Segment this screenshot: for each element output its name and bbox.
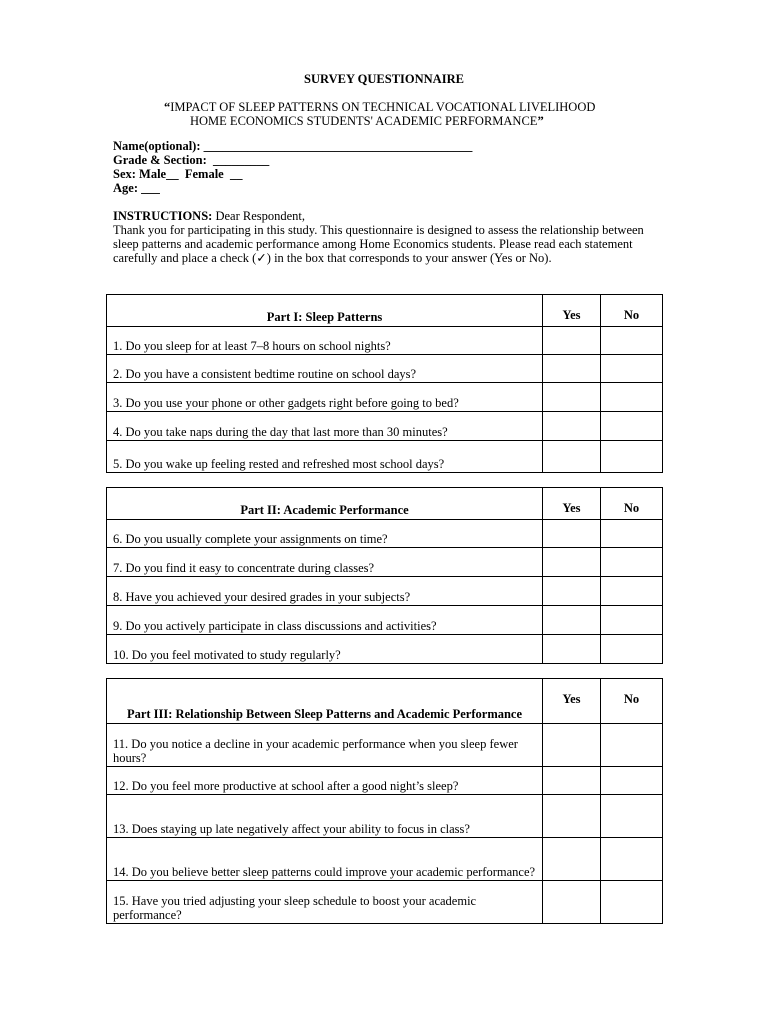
question-text: 13. Does staying up late negatively affect your ability to focus in class? (107, 795, 543, 838)
question-text: 8. Have you achieved your desired grades in your subjects? (107, 577, 543, 606)
yes-checkbox[interactable] (543, 383, 601, 412)
name-field[interactable]: Name(optional): ___________________________________________ (113, 139, 473, 153)
question-text: 7. Do you find it easy to concentrate during classes? (107, 548, 543, 577)
yes-checkbox[interactable] (543, 838, 601, 881)
question-text: 15. Have you tried adjusting your sleep schedule to boost your academic performance? (107, 881, 543, 924)
question-text: 4. Do you take naps during the day that last more than 30 minutes? (107, 412, 543, 441)
instructions-heading-line (113, 209, 658, 223)
yes-checkbox[interactable] (543, 548, 601, 577)
no-checkbox[interactable] (601, 724, 663, 767)
document-title: SURVEY QUESTIONNAIRE (304, 72, 464, 86)
close-quote: ” (537, 114, 544, 128)
question-text: 14. Do you believe better sleep patterns could improve your academic performance? (107, 838, 543, 881)
no-checkbox[interactable] (601, 327, 663, 355)
question-text: 2. Do you have a consistent bedtime routine on school days? (107, 355, 543, 383)
yes-checkbox[interactable] (543, 355, 601, 383)
no-checkbox[interactable] (601, 606, 663, 635)
yes-checkbox[interactable] (543, 795, 601, 838)
no-header: No (601, 295, 663, 327)
subtitle-line-2 (150, 114, 670, 128)
open-quote: “ (164, 100, 171, 114)
no-checkbox[interactable] (601, 795, 663, 838)
yes-checkbox[interactable] (543, 327, 601, 355)
no-checkbox[interactable] (601, 577, 663, 606)
part-3-table (106, 678, 663, 924)
yes-header: Yes (543, 295, 601, 327)
no-header: No (601, 488, 663, 520)
part-title: Part II: Academic Performance (107, 488, 543, 520)
yes-checkbox[interactable] (543, 881, 601, 924)
no-checkbox[interactable] (601, 881, 663, 924)
yes-checkbox[interactable] (543, 577, 601, 606)
subtitle-line-1-text: IMPACT OF SLEEP PATTERNS ON TECHNICAL VOCATIONAL LIVELIHOOD (170, 100, 596, 114)
part-title: Part III: Relationship Between Sleep Patterns and Academic Performance (107, 679, 543, 724)
no-checkbox[interactable] (601, 767, 663, 795)
part-1-table (106, 294, 663, 473)
yes-checkbox[interactable] (543, 520, 601, 548)
part-title: Part I: Sleep Patterns (107, 295, 543, 327)
no-checkbox[interactable] (601, 441, 663, 473)
instructions-greeting: Dear Respondent, (212, 209, 306, 223)
yes-header: Yes (543, 488, 601, 520)
respondent-fields (113, 139, 472, 195)
no-checkbox[interactable] (601, 520, 663, 548)
no-checkbox[interactable] (601, 412, 663, 441)
grade-section-field[interactable]: Grade & Section: _________ (113, 153, 270, 167)
subtitle-line-1 (150, 100, 670, 114)
question-text: 10. Do you feel motivated to study regularly? (107, 635, 543, 664)
instructions-label: INSTRUCTIONS: (113, 209, 213, 223)
yes-checkbox[interactable] (543, 441, 601, 473)
yes-checkbox[interactable] (543, 724, 601, 767)
question-text: 11. Do you notice a decline in your academic performance when you sleep fewer hours? (107, 724, 543, 767)
instructions-block (113, 209, 658, 265)
yes-checkbox[interactable] (543, 606, 601, 635)
survey-subtitle (150, 100, 670, 128)
no-header: No (601, 679, 663, 724)
yes-checkbox[interactable] (543, 412, 601, 441)
no-checkbox[interactable] (601, 383, 663, 412)
no-checkbox[interactable] (601, 838, 663, 881)
instructions-text: Thank you for participating in this study. This questionnaire is designed to assess the relationship between sleep patterns and academic performance among Home Economics students. Please read each statement carefully and place a check (✓) in the box that corresponds to your answer (Yes or No). (113, 223, 644, 265)
no-checkbox[interactable] (601, 635, 663, 664)
subtitle-line-2-text: HOME ECONOMICS STUDENTS' ACADEMIC PERFORMANCE (190, 114, 538, 128)
no-checkbox[interactable] (601, 355, 663, 383)
yes-checkbox[interactable] (543, 767, 601, 795)
yes-checkbox[interactable] (543, 635, 601, 664)
sex-field[interactable]: Sex: Male__ Female __ (113, 167, 243, 181)
question-text: 12. Do you feel more productive at school after a good night’s sleep? (107, 767, 543, 795)
question-text: 6. Do you usually complete your assignments on time? (107, 520, 543, 548)
yes-header: Yes (543, 679, 601, 724)
part-2-table (106, 487, 663, 664)
question-text: 3. Do you use your phone or other gadgets right before going to bed? (107, 383, 543, 412)
age-field[interactable]: Age: ___ (113, 181, 160, 195)
question-text: 1. Do you sleep for at least 7–8 hours on school nights? (107, 327, 543, 355)
question-text: 5. Do you wake up feeling rested and refreshed most school days? (107, 441, 543, 473)
question-text: 9. Do you actively participate in class discussions and activities? (107, 606, 543, 635)
no-checkbox[interactable] (601, 548, 663, 577)
